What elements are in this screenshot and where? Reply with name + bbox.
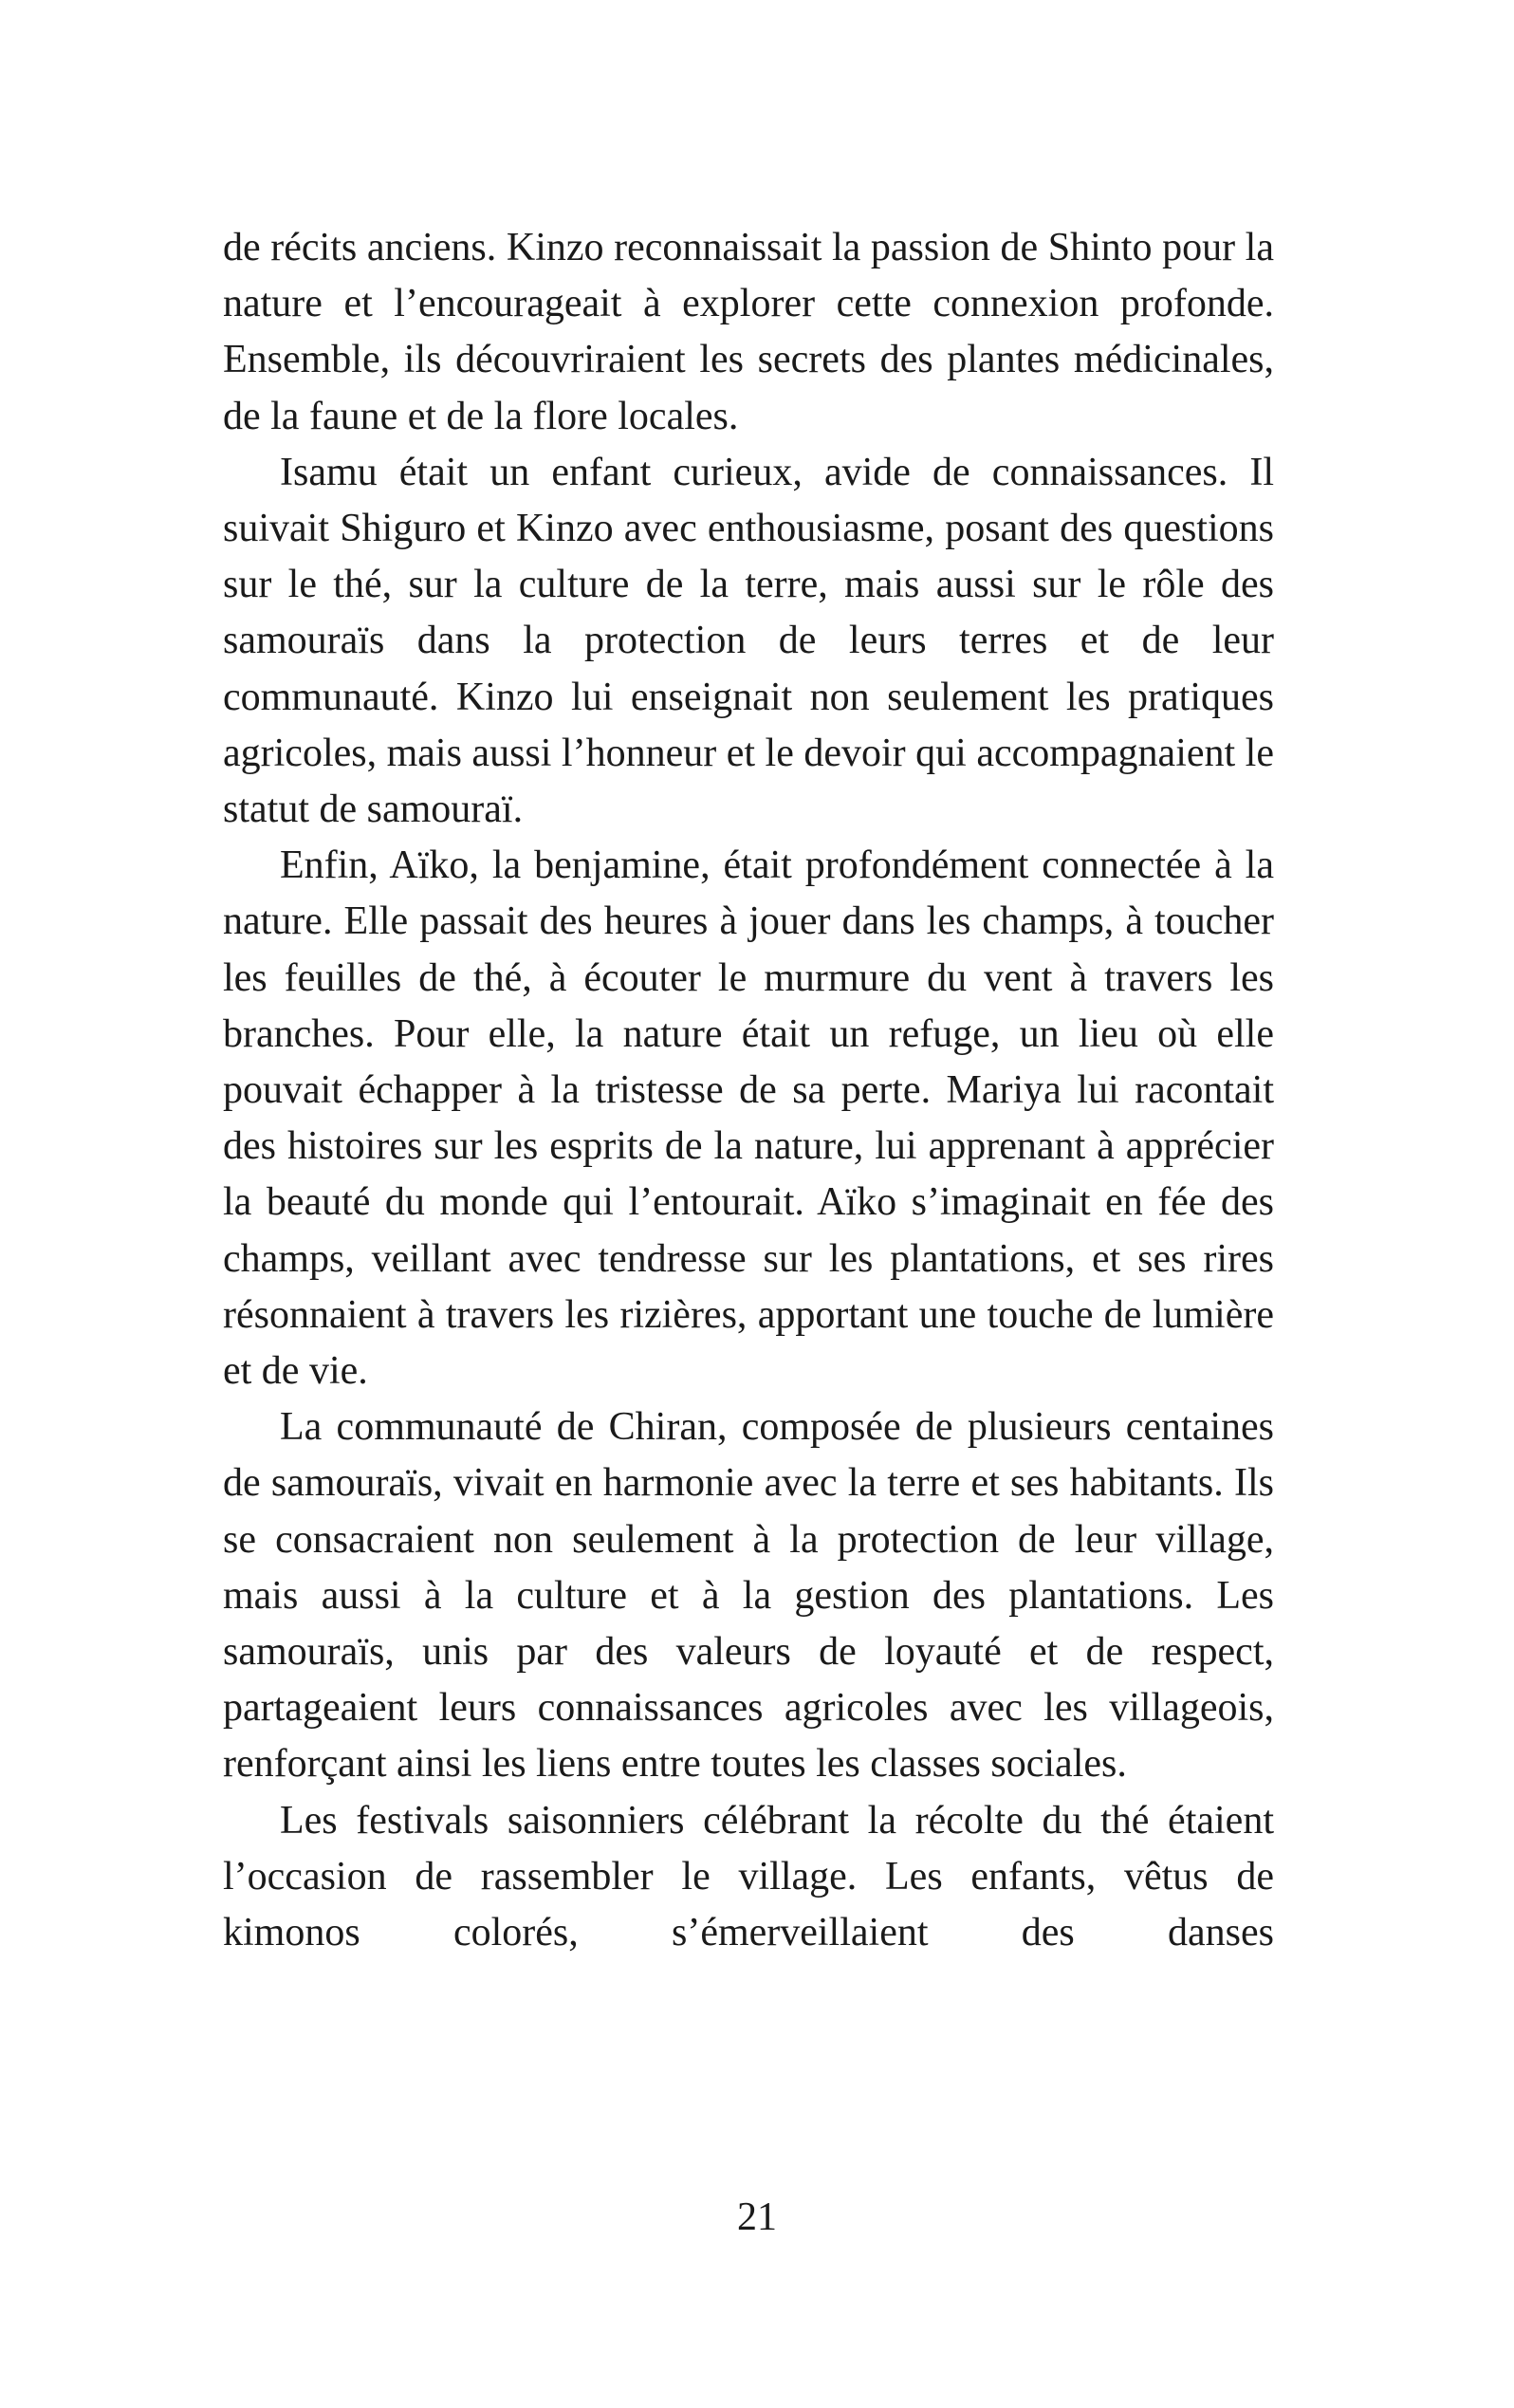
paragraph: La communauté de Chiran, composée de plusieurs centaines de samouraïs, vivait en harmonie avec la terre et ses habitants. Ils se consacraient non seulement à la protection de leur village, mais aussi à la culture et à la gestion des plantations. Les samouraïs, unis par des valeurs de loyauté et de respect, partageaient leurs connaissances agricoles avec les villageois, renforçant ainsi les liens entre toutes les classes sociales. [223, 1405, 1274, 1787]
body-text [223, 220, 1274, 1961]
paragraph: Enfin, Aïko, la benjamine, était profondément connectée à la nature. Elle passait des heures à jouer dans les champs, à toucher les feuilles de thé, à écouter le murmure du vent à travers les branches. Pour elle, la nature était un refuge, un lieu où elle pouvait échapper à la tristesse de sa perte. Mariya lui racontait des histoires sur les esprits de la nature, lui apprenant à apprécier la beauté du monde qui l’entourait. Aïko s’imaginait en fée des champs, veillant avec tendresse sur les plantations, et ses rires résonnaient à travers les rizières, apportant une touche de lumière et de vie. [223, 843, 1274, 1394]
page-number: 21 [737, 2195, 777, 2239]
paragraph: Les festivals saisonniers célébrant la récolte du thé étaient l’occasion de rassembler le village. Les enfants, vêtus de kimonos colorés, s’émerveillaient des danses [223, 1798, 1274, 1955]
paragraph: Isamu était un enfant curieux, avide de connaissances. Il suivait Shiguro et Kinzo avec enthousiasme, posant des questions sur le thé, sur la culture de la terre, mais aussi sur le rôle des samouraïs dans la protection de leurs terres et de leur communauté. Kinzo lui enseignait non seulement les pratiques agricoles, mais aussi l’honneur et le devoir qui accompagnaient le statut de samouraï. [223, 450, 1274, 832]
paragraph: de récits anciens. Kinzo reconnaissait la passion de Shinto pour la nature et l’encourageait à explorer cette connexion profonde. Ensemble, ils découvriraient les secrets des plantes médicinales, de la faune et de la flore locales. [223, 226, 1274, 438]
